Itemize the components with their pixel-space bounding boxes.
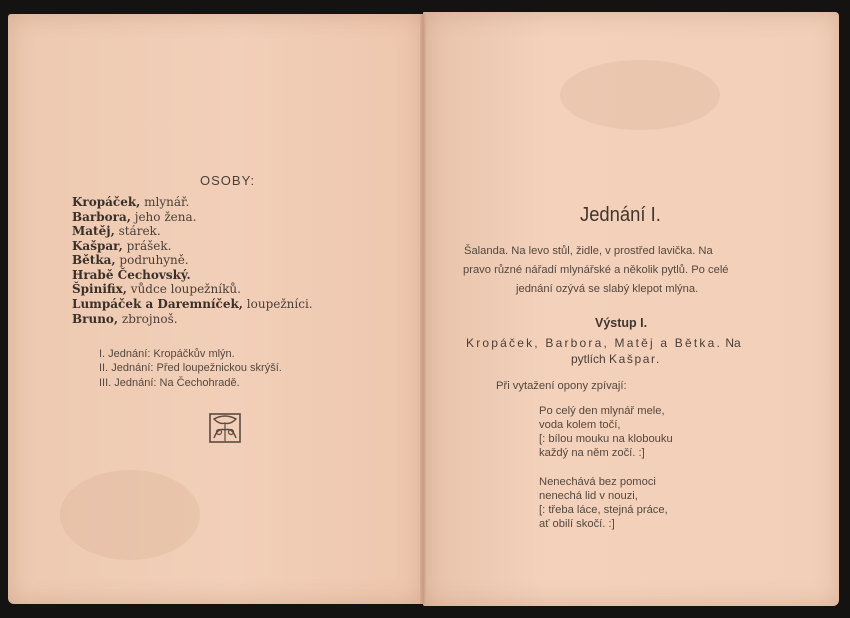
- song-line: Po celý den mlynář mele,: [539, 405, 665, 417]
- song-line: [: třeba láce, stejná práce,: [539, 504, 668, 516]
- cast-entry: Barbora, jeho žena.: [72, 210, 197, 224]
- cast-entry: Špinifix, vůdce loupežníků.: [72, 282, 241, 296]
- book-gutter: [420, 14, 426, 604]
- act-list-item: I. Jednání: Kropáčkův mlýn.: [99, 348, 235, 360]
- song-line: nenechá lid v nouzi,: [539, 490, 638, 502]
- cast-entry: Lumpáček a Daremníček, loupežníci.: [72, 297, 313, 311]
- cast-entry: Kašpar, prášek.: [72, 239, 172, 253]
- song-line: každý na něm zočí. :]: [539, 447, 645, 459]
- song-line: voda kolem točí,: [539, 419, 621, 431]
- act-list-item: II. Jednání: Před loupežnickou skrýší.: [99, 362, 282, 374]
- song-intro: Při vytažení opony zpívají:: [496, 380, 627, 392]
- stage-direction-line: jednání ozývá se slabý klepot mlýna.: [516, 283, 699, 295]
- cast-entry: Bruno, zbrojnoš.: [72, 312, 178, 326]
- stage-direction-line: Šalanda. Na levo stůl, židle, v prostřed lavička. Na: [464, 245, 713, 257]
- scene-cast-line: pytlích Kašpar.: [571, 352, 661, 366]
- paper-stain: [60, 470, 200, 560]
- song-line: Nenechává bez pomoci: [539, 476, 656, 488]
- stage-direction-line: pravo různé nářadí mlynářské a několik pytlů. Po celé: [463, 264, 729, 276]
- cast-entry: Kropáček, mlynář.: [72, 195, 190, 209]
- scene-title: Výstup I.: [595, 316, 648, 330]
- ornament-icon: [208, 411, 242, 445]
- cast-entry: Matěj, stárek.: [72, 224, 161, 238]
- act-list-item: III. Jednání: Na Čechohradě.: [99, 377, 240, 389]
- cast-entry: Bětka, podruhyně.: [72, 253, 189, 267]
- song-line: ať obilí skočí. :]: [539, 518, 615, 530]
- song-line: [: bílou mouku na klobouku: [539, 433, 673, 445]
- cast-list-title: OSOBY:: [200, 173, 256, 188]
- act-title: Jednání I.: [580, 204, 661, 226]
- scene-cast-line: Kropáček, Barbora, Matěj a Bětka. Na: [466, 336, 741, 350]
- cast-entry: Hrabě Čechovský.: [72, 268, 191, 282]
- paper-stain: [560, 60, 720, 130]
